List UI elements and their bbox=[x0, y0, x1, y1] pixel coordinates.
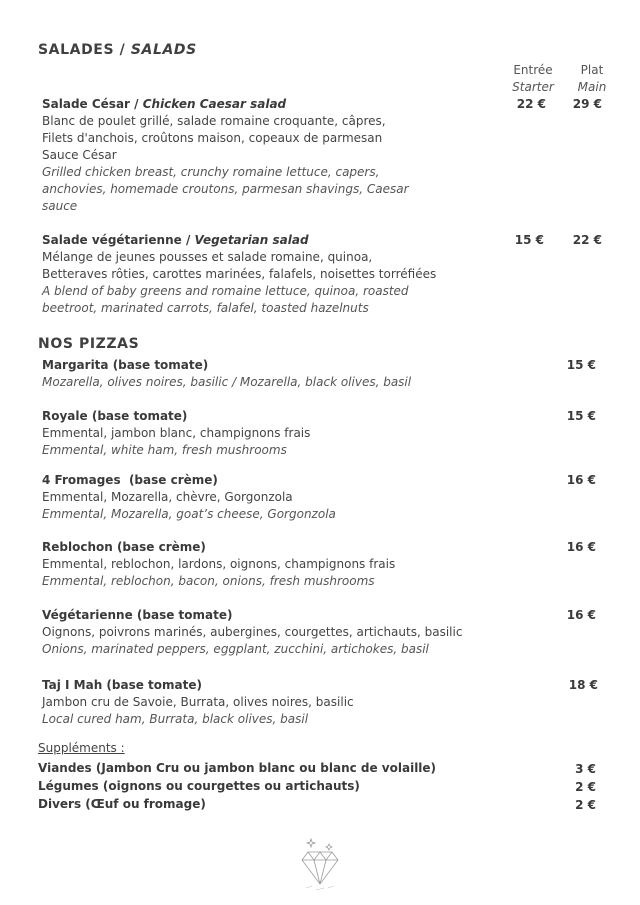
dish-description-fr: Filets d'anchois, croûtons maison, copeaux de parmesan bbox=[42, 131, 383, 145]
salads-title-fr: SALADES / bbox=[38, 42, 126, 58]
dish-description-en: Emmental, white ham, fresh mushrooms bbox=[42, 443, 287, 457]
dish-name: Royale (base tomate) bbox=[42, 409, 188, 423]
pizza-item-vegetarienne bbox=[42, 607, 542, 658]
column-header-main: Plat Main bbox=[577, 63, 607, 94]
dish-description-fr: Emmental, Mozarella, chèvre, Gorgonzola bbox=[42, 490, 293, 504]
salads-section-title bbox=[38, 42, 197, 58]
dish-description-fr: Sauce César bbox=[42, 148, 117, 162]
dish-description-en: A blend of baby greens and romaine lettuce, quinoa, roasted bbox=[42, 284, 409, 298]
pizza-item-4-fromages bbox=[42, 472, 532, 523]
salad-item-vegetarian bbox=[42, 232, 532, 317]
dish-description-en: Onions, marinated peppers, eggplant, zucchini, artichokes, basil bbox=[42, 642, 429, 656]
dish-name: Taj I Mah (base tomate) bbox=[42, 678, 203, 692]
supplement-price: 2 € bbox=[575, 780, 596, 794]
dish-description-fr: Blanc de poulet grillé, salade romaine croquante, câpres, bbox=[42, 114, 386, 128]
supplement-row-legumes: Légumes (oignons ou courgettes ou artichauts) bbox=[38, 779, 360, 793]
dish-name: Salade végétarienne / Vegetarian salad bbox=[42, 233, 309, 247]
pizza-price: 18 € bbox=[568, 678, 598, 692]
diamond-logo-icon bbox=[298, 838, 342, 892]
dish-description-fr: Oignons, poivrons marinés, aubergines, courgettes, artichauts, basilic bbox=[42, 625, 463, 639]
dish-description-en: sauce bbox=[42, 199, 78, 213]
salad-item-cesar bbox=[42, 96, 532, 215]
dish-description-fr: Mélange de jeunes pousses et salade romaine, quinoa, bbox=[42, 250, 373, 264]
dish-description-en: Mozarella, olives noires, basilic / Mozarella, black olives, basil bbox=[42, 375, 412, 389]
pizza-price: 16 € bbox=[566, 608, 596, 622]
supplement-price: 3 € bbox=[575, 762, 596, 776]
dish-name: Salade César / Chicken Caesar salad bbox=[42, 97, 287, 111]
pizza-price: 16 € bbox=[566, 540, 596, 554]
dish-description-fr: Betteraves rôties, carottes marinées, falafels, noisettes torréfiées bbox=[42, 267, 437, 281]
supplement-row-viandes: Viandes (Jambon Cru ou jambon blanc ou blanc de volaille) bbox=[38, 761, 437, 775]
dish-description-en: anchovies, homemade croutons, parmesan shavings, Caesar bbox=[42, 182, 409, 196]
price-main: 29 € bbox=[572, 97, 602, 111]
dish-description-en: Local cured ham, Burrata, black olives, basil bbox=[42, 712, 309, 726]
supplements-title: Suppléments : bbox=[38, 741, 125, 755]
pizza-item-taj-i-mah bbox=[42, 677, 532, 728]
pizzas-section-title: NOS PIZZAS bbox=[38, 336, 140, 352]
pizza-price: 15 € bbox=[566, 409, 596, 423]
pizza-item-margarita bbox=[42, 357, 532, 391]
dish-name: Végétarienne (base tomate) bbox=[42, 608, 233, 622]
pizza-price: 15 € bbox=[566, 358, 596, 372]
supplement-price: 2 € bbox=[575, 798, 596, 812]
dish-name: Reblochon (base crème) bbox=[42, 540, 206, 554]
dish-description-en: Emmental, reblochon, bacon, onions, fresh mushrooms bbox=[42, 574, 375, 588]
price-main: 22 € bbox=[572, 233, 602, 247]
column-header-starter: Entrée Starter bbox=[512, 63, 554, 94]
dish-name: Margarita (base tomate) bbox=[42, 358, 209, 372]
price-starter: 15 € bbox=[514, 233, 544, 247]
dish-description-en: beetroot, marinated carrots, falafel, toasted hazelnuts bbox=[42, 301, 369, 315]
dish-description-fr: Emmental, reblochon, lardons, oignons, champignons frais bbox=[42, 557, 396, 571]
dish-description-en: Grilled chicken breast, crunchy romaine lettuce, capers, bbox=[42, 165, 380, 179]
pizza-price: 16 € bbox=[566, 473, 596, 487]
dish-description-fr: Emmental, jambon blanc, champignons frais bbox=[42, 426, 311, 440]
pizza-item-royale bbox=[42, 408, 532, 459]
dish-description-fr: Jambon cru de Savoie, Burrata, olives noires, basilic bbox=[42, 695, 354, 709]
pizza-item-reblochon bbox=[42, 539, 532, 590]
dish-description-en: Emmental, Mozarella, goat’s cheese, Gorgonzola bbox=[42, 507, 336, 521]
salads-title-en: SALADS bbox=[130, 42, 197, 58]
dish-name: 4 Fromages (base crème) bbox=[42, 473, 218, 487]
supplement-row-divers: Divers (Œuf ou fromage) bbox=[38, 797, 206, 811]
price-starter: 22 € bbox=[516, 97, 546, 111]
